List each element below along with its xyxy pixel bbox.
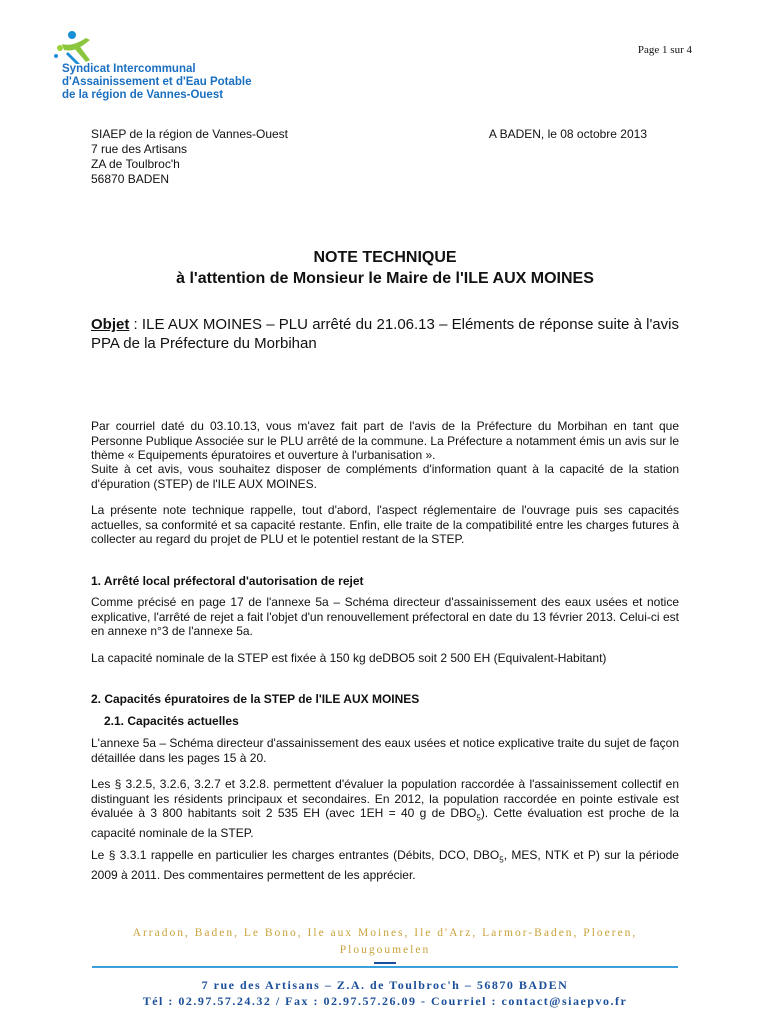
subscript: 5 [476, 813, 481, 823]
footer-contact: Tél : 02.97.57.24.32 / Fax : 02.97.57.26.09 - Courriel : contact@siaepvo.fr [142, 994, 628, 1008]
subscript: 5 [499, 855, 504, 865]
footer-divider-mark [374, 962, 396, 964]
section-paragraph [91, 848, 679, 883]
intro-paragraph: La présente note technique rappelle, tout d'abord, l'aspect réglementaire de l'ouvrage puis ses capacités actuelles, sa conformité et sa capacité restante. Enfin, elle traite de la compatibilité entre les charges futures à collecter au regard du projet de PLU et le potentiel restant de la STEP. [91, 503, 679, 547]
logo-line: d'Assainissement et d'Eau Potable [62, 76, 252, 88]
sender-line: SIAEP de la région de Vannes-Ouest [91, 127, 289, 141]
paragraph-text: , MES, NTK et P) sur la période 2009 à 2011. Des commentaires permettent de les apprécier. [91, 848, 679, 882]
subject-text: : ILE AUX MOINES – PLU arrêté du 21.06.13 – Eléments de réponse suite à l'avis PPA de la Préfecture du Morbihan [91, 316, 679, 352]
logo-line: de la région de Vannes-Ouest [62, 89, 224, 101]
footer-member-towns: Arradon, Baden, Le Bono, Ile aux Moines, Ile d'Arz, Larmor-Baden, Ploeren, Plougoumelen [132, 927, 638, 956]
section-heading: 2. Capacités épuratoires de la STEP de l'ILE AUX MOINES [91, 692, 420, 706]
sender-address [91, 127, 288, 187]
swimmer-logo-icon [50, 30, 120, 66]
sender-line: 7 rue des Artisans [91, 142, 188, 156]
document-title: NOTE TECHNIQUE [313, 249, 457, 266]
paragraph-text: ). Cette évaluation est proche de la capacité nominale de la STEP. [91, 806, 679, 841]
subsection-heading: 2.1. Capacités actuelles [104, 714, 239, 728]
siaep-logo [50, 30, 250, 110]
intro-paragraph: Par courriel daté du 03.10.13, vous m'avez fait part de l'avis de la Préfecture du Morbihan en tant que Personne Publique Associée sur le PLU arrêté de la commune. La Préfecture a notamment émis un avis sur le thème « Equipements épuratoires et ouverture à l'urbanisation ». [91, 419, 679, 463]
logo-caption [62, 63, 252, 102]
paragraph-text: Les § 3.2.5, 3.2.6, 3.2.7 et 3.2.8. permettent d'évaluer la population raccordée à l'assainissement collectif en distinguant les résidents principaux et secondaires. En 2012, la population raccordée en pointe estivale est évaluée à 3 800 habitants soit 2 535 EH (avec 1EH = 40 g de DBO [91, 777, 679, 821]
subject-line [91, 316, 679, 353]
subject-label: Objet [91, 316, 130, 333]
section-paragraph: Comme précisé en page 17 de l'annexe 5a – Schéma directeur d'assainissement des eaux usées et notice explicative, l'arrêté de rejet a fait l'objet d'un renouvellement préfectoral en date du 13 février 2013. Celui-ci est en annexe n°3 de l'annexe 5a. [91, 595, 679, 639]
intro-paragraph: Suite à cet avis, vous souhaitez disposer de compléments d'information quant à la capacité de la station d'épuration (STEP) de l'ILE AUX MOINES. [91, 462, 679, 491]
section-paragraph: La capacité nominale de la STEP est fixée à 150 kg deDBO5 soit 2 500 EH (Equivalent-Habitant) [91, 651, 607, 665]
section-paragraph: L'annexe 5a – Schéma directeur d'assainissement des eaux usées et notice explicative traite du sujet de façon détaillée dans les pages 15 à 20. [91, 736, 679, 765]
sender-line: ZA de Toulbroc'h [91, 157, 180, 171]
logo-line: Syndicat Intercommunal [62, 63, 196, 75]
footer-divider [92, 966, 678, 968]
section-paragraph [91, 777, 679, 841]
sender-line: 56870 BADEN [91, 172, 170, 186]
document-subtitle: à l'attention de Monsieur le Maire de l'ILE AUX MOINES [176, 270, 594, 287]
page-number: Page 1 sur 4 [637, 44, 692, 56]
paragraph-text: Le § 3.3.1 rappelle en particulier les charges entrantes (Débits, DCO, DBO [91, 848, 500, 862]
footer-address: 7 rue des Artisans – Z.A. de Toulbroc'h – 56870 BADEN [201, 978, 569, 992]
section-heading: 1. Arrêté local préfectoral d'autorisation de rejet [91, 574, 364, 588]
place-date: A BADEN, le 08 octobre 2013 [488, 127, 647, 141]
